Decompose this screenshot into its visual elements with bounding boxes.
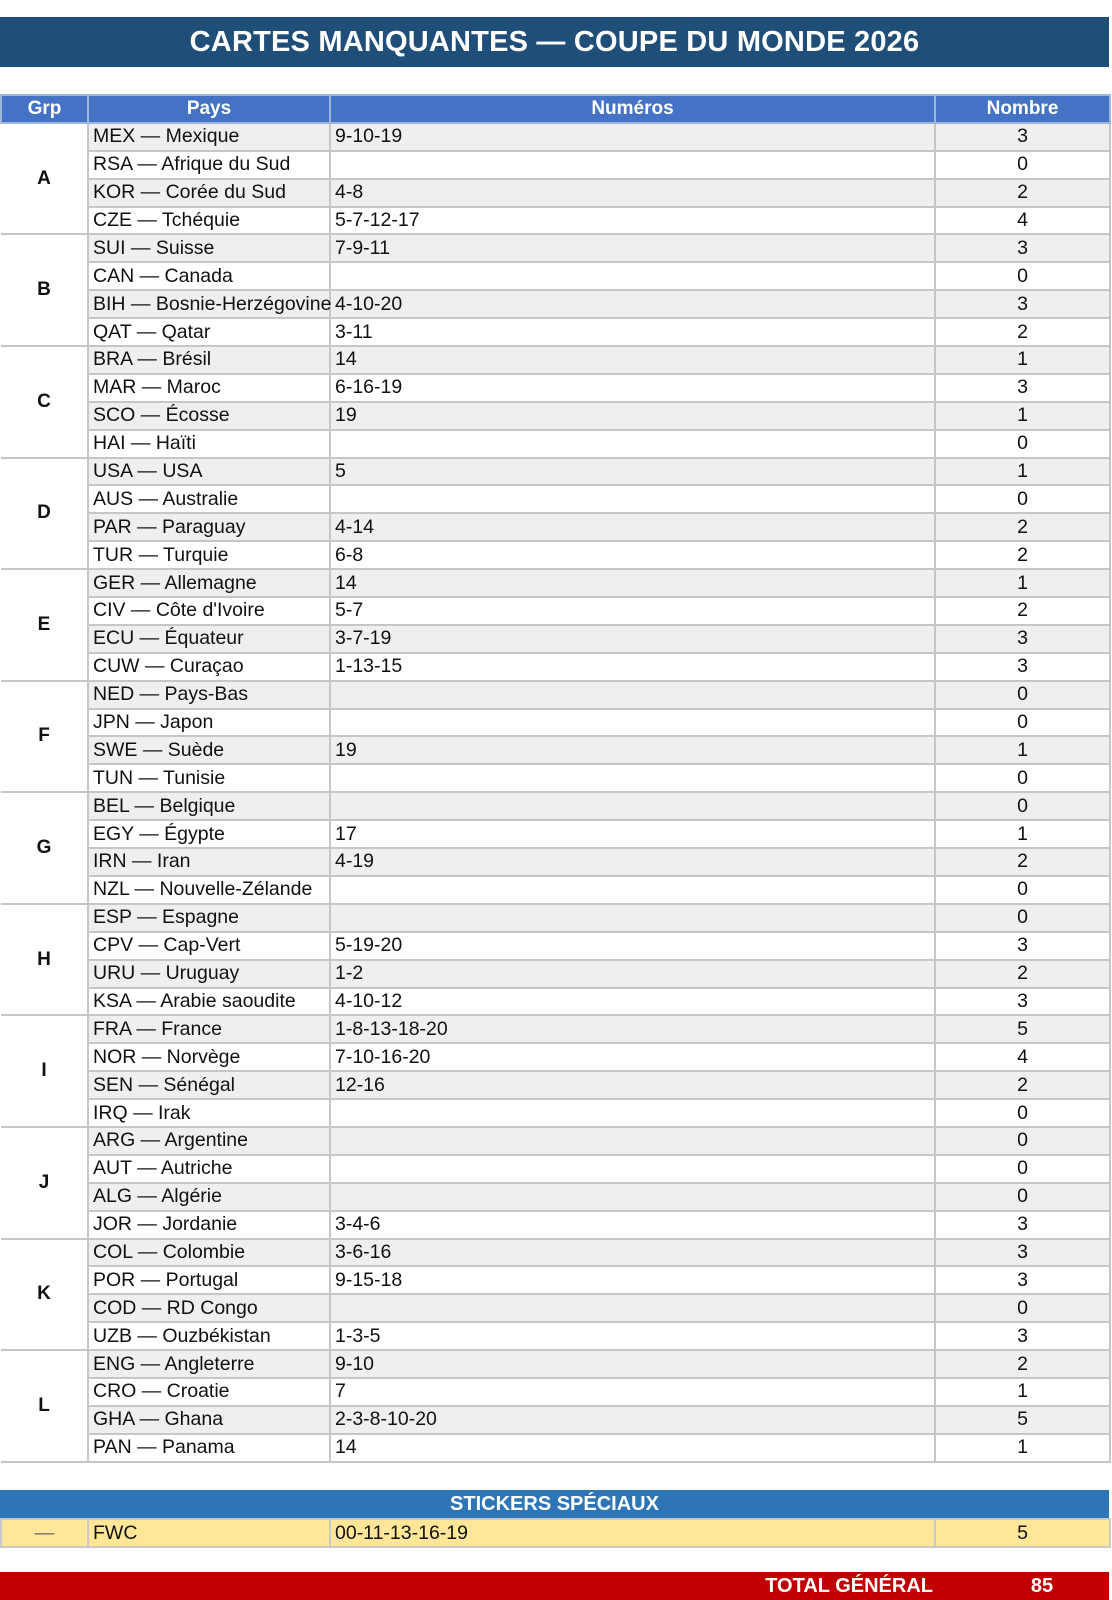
numbers-cell	[330, 876, 935, 904]
table-row	[1, 374, 1110, 402]
numbers-cell: 4-14	[330, 513, 935, 541]
table-row	[1, 234, 1110, 262]
numbers-cell: 7-9-11	[330, 234, 935, 262]
group-cell: G	[1, 792, 88, 904]
table-row	[1, 207, 1110, 235]
table-row	[1, 1211, 1110, 1239]
numbers-cell: 6-8	[330, 541, 935, 569]
page-title: CARTES MANQUANTES — COUPE DU MONDE 2026	[0, 17, 1109, 67]
table-header-row	[1, 95, 1110, 123]
table-row	[1, 904, 1110, 932]
country-cell: UZB — Ouzbékistan	[88, 1322, 330, 1350]
country-cell: CAN — Canada	[88, 262, 330, 290]
table-row	[1, 179, 1110, 207]
table-row	[1, 764, 1110, 792]
country-cell: NZL — Nouvelle-Zélande	[88, 876, 330, 904]
count-cell: 3	[935, 1322, 1110, 1350]
total-label: TOTAL GÉNÉRAL	[765, 1575, 933, 1597]
group-cell: A	[1, 123, 88, 235]
count-cell: 1	[935, 402, 1110, 430]
country-cell: ARG — Argentine	[88, 1127, 330, 1155]
table-row	[1, 541, 1110, 569]
column-header-grp: Grp	[1, 95, 88, 123]
country-cell: GHA — Ghana	[88, 1406, 330, 1434]
group-cell: E	[1, 569, 88, 681]
table-row	[1, 430, 1110, 458]
country-cell: SEN — Sénégal	[88, 1071, 330, 1099]
count-cell: 0	[935, 709, 1110, 737]
table-row	[1, 318, 1110, 346]
table-row	[1, 1127, 1110, 1155]
numbers-cell: 3-6-16	[330, 1239, 935, 1267]
count-cell: 4	[935, 1043, 1110, 1071]
country-cell: ECU — Équateur	[88, 625, 330, 653]
count-cell: 4	[935, 207, 1110, 235]
numbers-cell	[330, 709, 935, 737]
country-cell: ENG — Angleterre	[88, 1350, 330, 1378]
numbers-cell	[330, 681, 935, 709]
group-cell: L	[1, 1350, 88, 1462]
numbers-cell: 9-10	[330, 1350, 935, 1378]
column-header-pays: Pays	[88, 95, 330, 123]
group-cell: I	[1, 1015, 88, 1127]
country-cell: GER — Allemagne	[88, 569, 330, 597]
country-cell: MAR — Maroc	[88, 374, 330, 402]
country-cell: CPV — Cap-Vert	[88, 932, 330, 960]
numbers-cell: 3-7-19	[330, 625, 935, 653]
country-cell: IRN — Iran	[88, 848, 330, 876]
country-cell: NED — Pays-Bas	[88, 681, 330, 709]
table-row	[1, 123, 1110, 151]
count-cell: 3	[935, 123, 1110, 151]
table-row	[1, 1155, 1110, 1183]
country-cell: ALG — Algérie	[88, 1183, 330, 1211]
numbers-cell: 9-10-19	[330, 123, 935, 151]
numbers-cell	[330, 1155, 935, 1183]
table-row	[1, 569, 1110, 597]
table-row	[1, 653, 1110, 681]
count-cell: 2	[935, 541, 1110, 569]
country-cell: CUW — Curaçao	[88, 653, 330, 681]
table-row	[1, 960, 1110, 988]
numbers-cell	[330, 430, 935, 458]
country-cell: PAN — Panama	[88, 1434, 330, 1462]
numbers-cell: 4-8	[330, 179, 935, 207]
column-header-numeros: Numéros	[330, 95, 935, 123]
count-cell: 3	[935, 625, 1110, 653]
numbers-cell: 5-7	[330, 597, 935, 625]
count-cell: 3	[935, 1266, 1110, 1294]
country-cell: JOR — Jordanie	[88, 1211, 330, 1239]
special-row	[1, 1519, 1110, 1547]
table-row	[1, 1239, 1110, 1267]
table-row	[1, 458, 1110, 486]
numbers-cell	[330, 792, 935, 820]
country-cell: KOR — Corée du Sud	[88, 179, 330, 207]
country-cell: BRA — Brésil	[88, 346, 330, 374]
group-cell: J	[1, 1127, 88, 1239]
table-row	[1, 485, 1110, 513]
count-cell: 3	[935, 653, 1110, 681]
count-cell: 3	[935, 234, 1110, 262]
table-row	[1, 625, 1110, 653]
numbers-cell	[330, 904, 935, 932]
country-cell: SUI — Suisse	[88, 234, 330, 262]
count-cell: 2	[935, 179, 1110, 207]
table-body	[1, 123, 1110, 1462]
country-cell: URU — Uruguay	[88, 960, 330, 988]
group-cell: H	[1, 904, 88, 1016]
count-cell: 0	[935, 792, 1110, 820]
group-cell: D	[1, 458, 88, 570]
numbers-cell	[330, 151, 935, 179]
numbers-cell	[330, 764, 935, 792]
numbers-cell: 14	[330, 569, 935, 597]
numbers-cell: 14	[330, 1434, 935, 1462]
count-cell: 0	[935, 151, 1110, 179]
count-cell: 2	[935, 960, 1110, 988]
group-cell: C	[1, 346, 88, 458]
count-cell: 1	[935, 1434, 1110, 1462]
country-cell: CZE — Tchéquie	[88, 207, 330, 235]
numbers-cell	[330, 485, 935, 513]
count-cell: 3	[935, 932, 1110, 960]
group-cell: B	[1, 234, 88, 346]
count-cell: 3	[935, 988, 1110, 1016]
count-cell: 0	[935, 904, 1110, 932]
country-cell: SWE — Suède	[88, 736, 330, 764]
table-row	[1, 988, 1110, 1016]
count-cell: 2	[935, 1350, 1110, 1378]
numbers-cell: 1-8-13-18-20	[330, 1015, 935, 1043]
group-cell: F	[1, 681, 88, 793]
numbers-cell: 9-15-18	[330, 1266, 935, 1294]
country-cell: SCO — Écosse	[88, 402, 330, 430]
numbers-cell: 3-11	[330, 318, 935, 346]
count-cell: 1	[935, 820, 1110, 848]
numbers-cell	[330, 1294, 935, 1322]
count-cell: 2	[935, 597, 1110, 625]
count-cell: 0	[935, 485, 1110, 513]
table-row	[1, 597, 1110, 625]
country-cell: BEL — Belgique	[88, 792, 330, 820]
table-row	[1, 1322, 1110, 1350]
numbers-cell	[330, 1127, 935, 1155]
table-row	[1, 932, 1110, 960]
special-pays: FWC	[88, 1519, 330, 1547]
count-cell: 1	[935, 569, 1110, 597]
count-cell: 3	[935, 374, 1110, 402]
count-cell: 0	[935, 1127, 1110, 1155]
count-cell: 0	[935, 1183, 1110, 1211]
numbers-cell	[330, 1183, 935, 1211]
count-cell: 5	[935, 1015, 1110, 1043]
numbers-cell	[330, 1099, 935, 1127]
numbers-cell: 4-10-12	[330, 988, 935, 1016]
country-cell: NOR — Norvège	[88, 1043, 330, 1071]
table-row	[1, 402, 1110, 430]
country-cell: IRQ — Irak	[88, 1099, 330, 1127]
country-cell: CRO — Croatie	[88, 1378, 330, 1406]
count-cell: 5	[935, 1406, 1110, 1434]
count-cell: 2	[935, 848, 1110, 876]
numbers-cell: 3-4-6	[330, 1211, 935, 1239]
numbers-cell: 1-3-5	[330, 1322, 935, 1350]
count-cell: 2	[935, 318, 1110, 346]
count-cell: 0	[935, 1099, 1110, 1127]
country-cell: FRA — France	[88, 1015, 330, 1043]
special-stickers-header: STICKERS SPÉCIAUX	[0, 1490, 1109, 1518]
count-cell: 1	[935, 346, 1110, 374]
count-cell: 1	[935, 1378, 1110, 1406]
table-row	[1, 792, 1110, 820]
country-cell: RSA — Afrique du Sud	[88, 151, 330, 179]
count-cell: 0	[935, 262, 1110, 290]
numbers-cell: 17	[330, 820, 935, 848]
table-row	[1, 1071, 1110, 1099]
numbers-cell: 14	[330, 346, 935, 374]
numbers-cell: 2-3-8-10-20	[330, 1406, 935, 1434]
table-row	[1, 290, 1110, 318]
country-cell: BIH — Bosnie-Herzégovine	[88, 290, 330, 318]
count-cell: 3	[935, 1211, 1110, 1239]
numbers-cell: 6-16-19	[330, 374, 935, 402]
numbers-cell: 19	[330, 402, 935, 430]
missing-cards-table	[0, 94, 1111, 1463]
country-cell: MEX — Mexique	[88, 123, 330, 151]
country-cell: ESP — Espagne	[88, 904, 330, 932]
numbers-cell: 7-10-16-20	[330, 1043, 935, 1071]
table-row	[1, 1043, 1110, 1071]
numbers-cell: 1-2	[330, 960, 935, 988]
special-nombre: 5	[935, 1519, 1110, 1547]
country-cell: HAI — Haïti	[88, 430, 330, 458]
numbers-cell: 12-16	[330, 1071, 935, 1099]
country-cell: KSA — Arabie saoudite	[88, 988, 330, 1016]
table-row	[1, 736, 1110, 764]
table-row	[1, 513, 1110, 541]
table-row	[1, 1434, 1110, 1462]
numbers-cell: 1-13-15	[330, 653, 935, 681]
table-row	[1, 709, 1110, 737]
table-row	[1, 1266, 1110, 1294]
country-cell: JPN — Japon	[88, 709, 330, 737]
table-row	[1, 1183, 1110, 1211]
group-cell: K	[1, 1239, 88, 1351]
count-cell: 0	[935, 764, 1110, 792]
numbers-cell: 5-7-12-17	[330, 207, 935, 235]
numbers-cell: 4-19	[330, 848, 935, 876]
count-cell: 3	[935, 1239, 1110, 1267]
country-cell: TUN — Tunisie	[88, 764, 330, 792]
country-cell: USA — USA	[88, 458, 330, 486]
table-row	[1, 1015, 1110, 1043]
count-cell: 1	[935, 736, 1110, 764]
table-row	[1, 1406, 1110, 1434]
count-cell: 2	[935, 1071, 1110, 1099]
count-cell: 0	[935, 681, 1110, 709]
table-row	[1, 151, 1110, 179]
table-row	[1, 848, 1110, 876]
count-cell: 2	[935, 513, 1110, 541]
country-cell: TUR — Turquie	[88, 541, 330, 569]
numbers-cell: 7	[330, 1378, 935, 1406]
country-cell: COL — Colombie	[88, 1239, 330, 1267]
country-cell: POR — Portugal	[88, 1266, 330, 1294]
table-row	[1, 1378, 1110, 1406]
country-cell: EGY — Égypte	[88, 820, 330, 848]
country-cell: PAR — Paraguay	[88, 513, 330, 541]
numbers-cell: 5	[330, 458, 935, 486]
country-cell: AUS — Australie	[88, 485, 330, 513]
country-cell: CIV — Côte d'Ivoire	[88, 597, 330, 625]
total-value: 85	[1030, 1575, 1054, 1597]
special-stickers-table	[0, 1518, 1111, 1548]
table-row	[1, 346, 1110, 374]
column-header-nombre: Nombre	[935, 95, 1110, 123]
country-cell: QAT — Qatar	[88, 318, 330, 346]
numbers-cell: 19	[330, 736, 935, 764]
table-row	[1, 1350, 1110, 1378]
special-numeros: 00-11-13-16-19	[330, 1519, 935, 1547]
count-cell: 0	[935, 430, 1110, 458]
numbers-cell	[330, 262, 935, 290]
count-cell: 0	[935, 1294, 1110, 1322]
table-row	[1, 1294, 1110, 1322]
table-row	[1, 681, 1110, 709]
count-cell: 1	[935, 458, 1110, 486]
table-row	[1, 876, 1110, 904]
table-row	[1, 262, 1110, 290]
count-cell: 3	[935, 290, 1110, 318]
country-cell: AUT — Autriche	[88, 1155, 330, 1183]
count-cell: 0	[935, 876, 1110, 904]
total-bar	[0, 1572, 1109, 1600]
table-row	[1, 820, 1110, 848]
numbers-cell: 5-19-20	[330, 932, 935, 960]
special-grp: —	[1, 1519, 88, 1547]
count-cell: 0	[935, 1155, 1110, 1183]
numbers-cell: 4-10-20	[330, 290, 935, 318]
country-cell: COD — RD Congo	[88, 1294, 330, 1322]
table-row	[1, 1099, 1110, 1127]
